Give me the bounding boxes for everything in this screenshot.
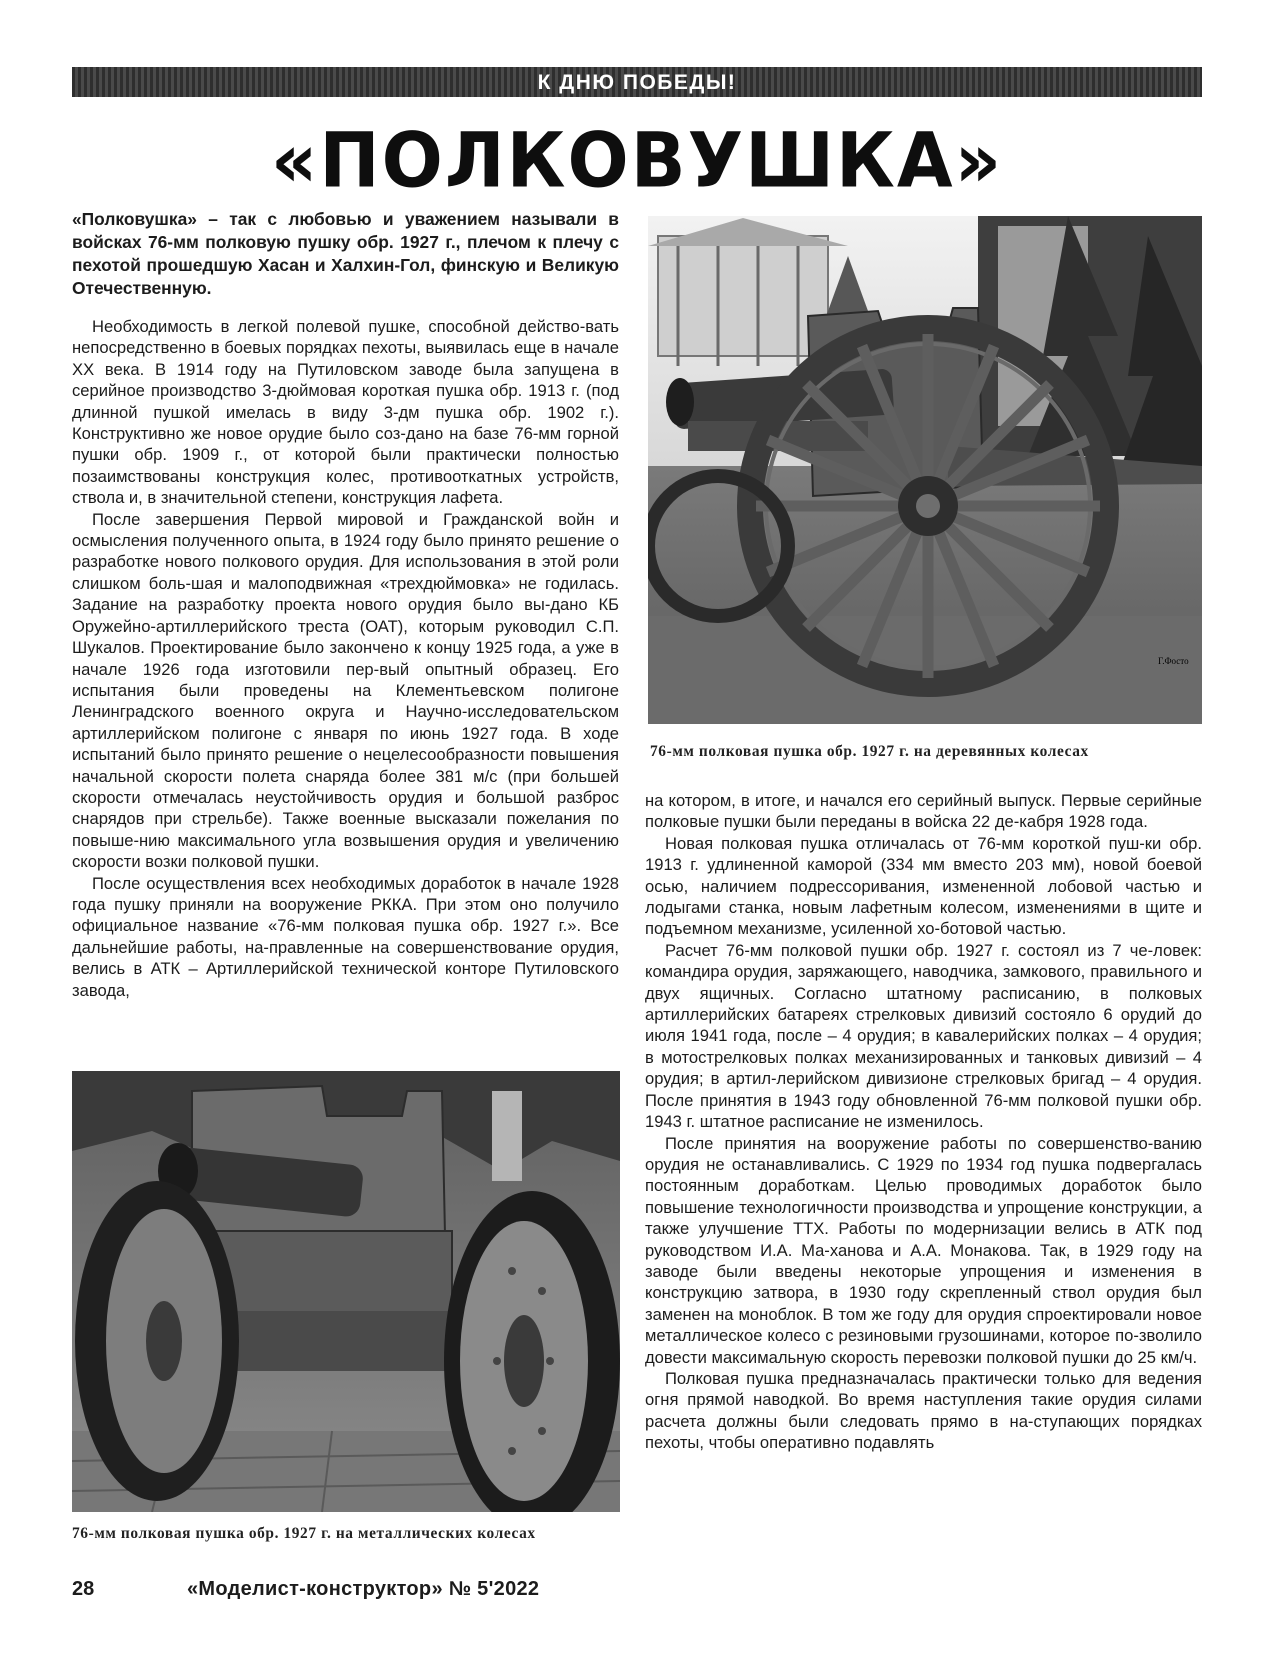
paragraph: Полковая пушка предназначалась практически только для ведения огня прямой наводкой. Во время наступления такие орудия силами расчета должны были следовать прямо в на-ступающих порядках пехоты, чтобы оперативно подавлять (645, 1368, 1202, 1453)
paragraph: Новая полковая пушка отличалась от 76-мм короткой пуш-ки обр. 1913 г. удлиненной каморой (334 мм вместо 203 мм), новой боевой осью, наличием подрессоривания, измененной лобовой частью и лодыгами станка, новым лафетным колесом, изменениями в щите и подъемном механизме, усиленной хо-ботовой частью. (645, 833, 1202, 939)
caption-metal-wheels: 76-мм полковая пушка обр. 1927 г. на металлических колесах (72, 1525, 536, 1542)
article-headline: «ПОЛКОВУШКА» (270, 115, 1004, 205)
rubric-bar (72, 67, 1202, 97)
magazine-issue: «Моделист-конструктор» № 5'2022 (187, 1578, 540, 1600)
page-number: 28 (72, 1578, 95, 1600)
paragraph: После принятия на вооружение работы по совершенство-ванию орудия не останавливались. С 1929 по 1934 год пушка подвергалась постоянным доработкам. Целью проводимых доработок было повышение технологичности производства и упрощение конструкции, а также улучшение ТТХ. Работы по модернизации велись в АТК под руководством И.А. Ма-ханова и А.А. Монакова. Так, в 1929 году на заводе были введены некоторые упрощения и изменения в конструкцию затвора, в 1930 году скрепленный ствол орудия был заменен на моноблок. В том же году для орудия спроектировали новое металлическое колесо с резиновыми грузошинами, которое по-зволило довести максимальную скорость перевозки полковой пушки до 25 км/ч. (645, 1133, 1202, 1367)
left-column (72, 316, 619, 1001)
right-column (645, 790, 1202, 1454)
photo-credit: Г.Фосто (1158, 656, 1189, 666)
photo-wooden-wheels-image (648, 216, 1202, 724)
caption-wooden-wheels: 76-мм полковая пушка обр. 1927 г. на деревянных колесах (650, 743, 1089, 760)
rubric-title: К ДНЮ ПОБЕДЫ! (537, 71, 737, 94)
paragraph: После осуществления всех необходимых доработок в начале 1928 года пушку приняли на вооружение РККА. При этом оно получило официальное название «76-мм полковая пушка обр. 1927 г.». Все дальнейшие работы, на-правленные на совершенствование орудия, велись в АТК – Артиллерийской технической конторе Путиловского завода, (72, 873, 619, 1000)
photo-wooden-wheels (648, 216, 1202, 724)
paragraph: Расчет 76-мм полковой пушки обр. 1927 г. состоял из 7 че-ловек: командира орудия, заряжающего, наводчика, замкового, правильного и двух ящичных. Согласно штатному расписанию, в полковых артиллерийских батареях стрелковых дивизий состояло 6 орудий до июля 1941 года, после – 4 орудия; в кавалерийских полках – 4 орудия; в мотострелковых полках механизированных и танковых дивизий – 4 орудия; в артил-лерийском дивизионе стрелковых бригад – 4 орудия. После принятия в 1943 году обновленной 76-мм полковой пушки обр. 1943 г. штатное расписание не изменилось. (645, 940, 1202, 1132)
article-lead: «Полковушка» – так с любовью и уважением называли в войсках 76-мм полковую пушку обр. 1927 г., плечом к плечу с пехотой прошедшую Хасан и Халхин-Гол, финскую и Великую Отечественную. (72, 209, 619, 298)
photo-metal-wheels-image (72, 1071, 620, 1512)
paragraph: После завершения Первой мировой и Гражданской войн и осмысления полученного опыта, в 1924 году было принято решение о разработке нового полкового орудия. Для использования в этой роли слишком боль-шая и малоподвижная «трехдюймовка» не годилась. Задание на разработку проекта нового орудия было вы-дано КБ Оружейно-артиллерийского треста (ОАТ), которым руководил С.П. Шукалов. Проектирование было закончено к концу 1925 года, а уже в начале 1926 года изготовили пер-вый опытный образец. Его испытания были проведены на Клементьевском полигоне Ленинградского военного округа и Научно-исследовательском артиллерийском полигоне с января по июнь 1927 года. В ходе испытаний было принято решение о нецелесообразности повышения начальной скорости полета снаряда более 381 м/с (при большей скорости отмечалась неустойчивость орудия и большой разброс снарядов при стрельбе). Также военные высказали пожелания по повыше-нию максимального угла возвышения орудия и увеличению скорости возки полковой пушки. (72, 509, 619, 872)
paragraph: Необходимость в легкой полевой пушке, способной действо-вать непосредственно в боевых порядках пехоты, выявилась еще в начале XX века. В 1914 году на Путиловском заводе была запущена в серийное производство 3-дюймовая короткая пушка обр. 1913 г. (под длинной пушкой имелась в виду 3-дм пушка обр. 1902 г.). Конструктивно же новое орудие было соз-дано на базе 76-мм горной пушки обр. 1909 г., от которой были практически полностью позаимствованы конструкция колес, противооткатных устройств, ствола и, в значительной степени, конструкция лафета. (72, 317, 619, 508)
photo-metal-wheels (72, 1071, 620, 1512)
paragraph: на котором, в итоге, и начался его серийный выпуск. Первые серийные полковые пушки были переданы в войска 22 де-кабря 1928 года. (645, 791, 1202, 832)
